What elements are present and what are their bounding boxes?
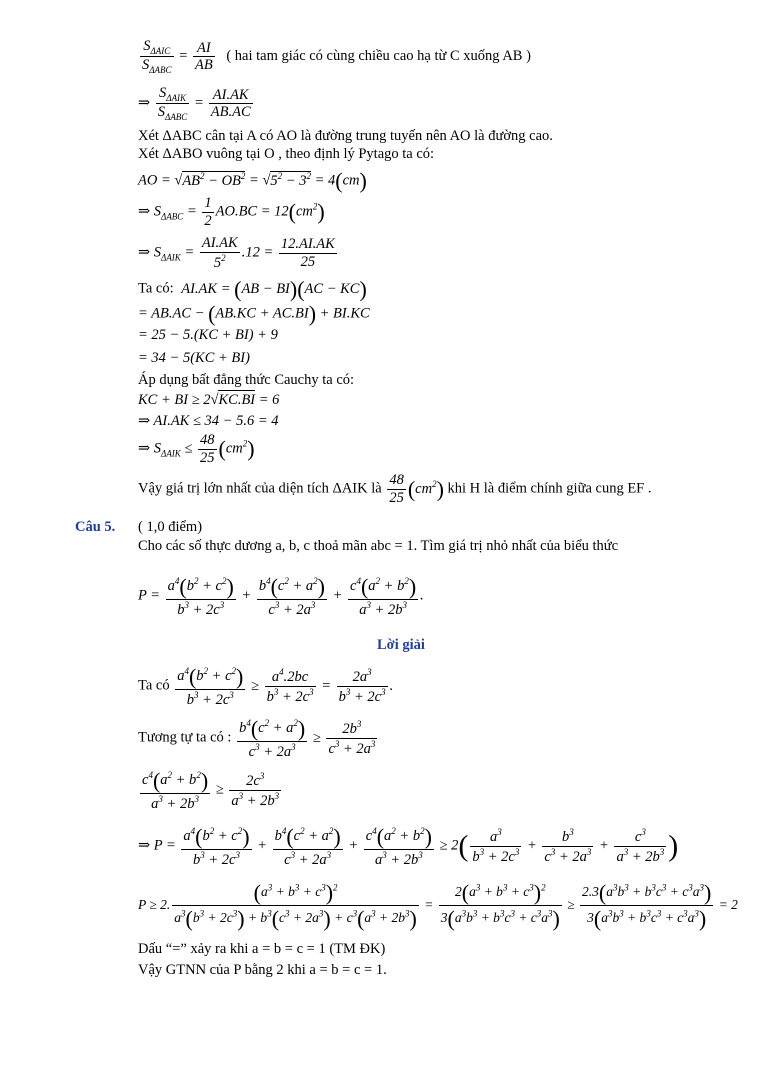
solution-heading: Lời giải [377,637,425,653]
step-1-label: Ta có [138,677,170,694]
same-height-note: ( hai tam giác có cùng chiều cao hạ từ C xuống AB ) [226,48,531,65]
step-2: Tương tự ta có : $\frac{b^4(c^2 + a^2)}{c^3 + 2a^3}$ ≥ $\frac{2b^3}{c^3 + 2a^3}$ [138,716,376,761]
expand-line-1: Ta có: AI.AK = (AB − BI)(AC − KC) [138,276,367,301]
expand-line-2: = AB.AC − (AB.KC + AC.BI) + BI.KC [138,301,370,326]
expand-line-3: = 25 − 5.(KC + BI) + 9 [138,327,278,343]
eq-ao: AO = $√AB^2 - OB^2 = √5^2 - 3^2 = 4(cm)$ [138,168,367,193]
pythagoras-text: Xét ΔABO vuông tại O , theo định lý Pytago ta có: [138,146,435,162]
eq-cauchy: KC + BI ≥ 2√KC.BI = 6 [138,392,280,408]
max-area-conclusion: Vậy giá trị lớn nhất của diện tích ΔAIK là $\frac{48}{25}$ $(cm^2)$ khi H là điểm chính giữa cung EF . [138,472,652,506]
final-answer: Vậy GTNN của P bằng 2 khi a = b = c = 1. [138,962,387,978]
step-3: $\frac{c^4(a^2 + b^2)}{a^3 + 2b^3}$ ≥ $\frac{2c^3}{a^3 + 2b^3}$ [142,768,280,813]
step-4: ⇒ P = $\frac{a^4(b^2 + c^2)}{b^3 + 2c^3}$ + $\frac{b^4(c^2 + a^2)}{c^3 + 2a^3}$ + $\frac{c^4(a^2 + b^2)}{a^3 + 2b^3}$ ≥ 2( $\frac{a^3}{b^3 + 2c^3}$ + $\frac{b^3}{c^3 + 2a^3}$ + $\frac{c^3}{a^3 + 2b^3}$ ) [138,824,679,869]
eq-saik: ⇒ $S_{\Delta AIK}$ = $\frac{AI.AK}{5^2}$ .12 = $\frac{12.AI.AK}{25}$ [138,235,335,271]
equality-condition: Dấu “=” xảy ra khi a = b = c = 1 (TM ĐK) [138,941,386,957]
conclusion-end: khi H là điểm chính giữa cung EF . [447,480,652,497]
question-5-statement: Cho các số thực dương a, b, c thoả mãn abc = 1. Tìm giá trị nhỏ nhất của biểu thức [138,538,619,554]
step-2-label: Tương tự ta có : [138,729,232,746]
cauchy-text: Áp dụng bất đẳng thức Cauchy ta có: [138,372,355,388]
eq-saik-bound: ⇒ $S_{\Delta AIK}$ ≤ $\frac{48}{25}$ $(cm^2)$ [138,432,255,466]
expand-line-4: = 34 − 5(KC + BI) [138,350,250,366]
step-5: P ≥ 2. $\frac{(a^3 + b^3 + c^3)^2}{a^3(b^3 + 2c^3) + b^3(c^3 + 2a^3) + c^3(a^3 + 2b^3)}$ = $\frac{2(a^3 + b^3 + c^3)^2}{3(a^3b^3 + b^3c^3 + c^3a^3)}$ ≥ $\frac{2.3(a^3b^3 + b^3c^3 + c^3a^3)}{3(a^3b^3 + b^3c^3 + c^3a^3)}$ = 2 [138,880,738,932]
step-1: Ta có $\frac{a^4(b^2 + c^2)}{b^3 + 2c^3}$ ≥ $\frac{a^4.2bc}{b^3 + 2c^3}$ = $\frac{2a^3}{b^3 + 2c^3}$ . [138,664,394,709]
eq-sabc: ⇒ $S_{\Delta ABC}$ = $\frac{1}{2}$ $AO.BC = 12(cm^2)$ [138,195,325,229]
area-ratio-line: $\frac{S_{\Delta AIC}}{S_{\Delta ABC}}$ = $\frac{AI}{AB}$ ( hai tam giác có cùng chiều cao hạ từ C xuống AB ) [142,38,531,76]
isosceles-text: Xét ΔABC cân tại A có AO là đường trung tuyến nên AO là đường cao. [138,128,553,144]
area-ratio-line-2: ⇒ $\frac{S_{\Delta AIK}}{S_{\Delta ABC}}$ = $\frac{AI.AK}{AB.AC}$ [138,85,251,123]
question-5-label: Câu 5. [75,519,116,535]
question-5-points: ( 1,0 điểm) [138,519,203,535]
conclusion-start: Vậy giá trị lớn nhất của diện tích ΔAIK là [138,480,382,497]
eq-bound: ⇒ AI.AK ≤ 34 − 5.6 = 4 [138,413,279,429]
ta-co-label: Ta có: [138,280,174,297]
expression-p: P = $\frac{a^4(b^2 + c^2)}{b^3 + 2c^3}$ + $\frac{b^4(c^2 + a^2)}{c^3 + 2a^3}$ + $\frac{c^4(a^2 + b^2)}{a^3 + 2b^3}$ . [138,574,424,619]
